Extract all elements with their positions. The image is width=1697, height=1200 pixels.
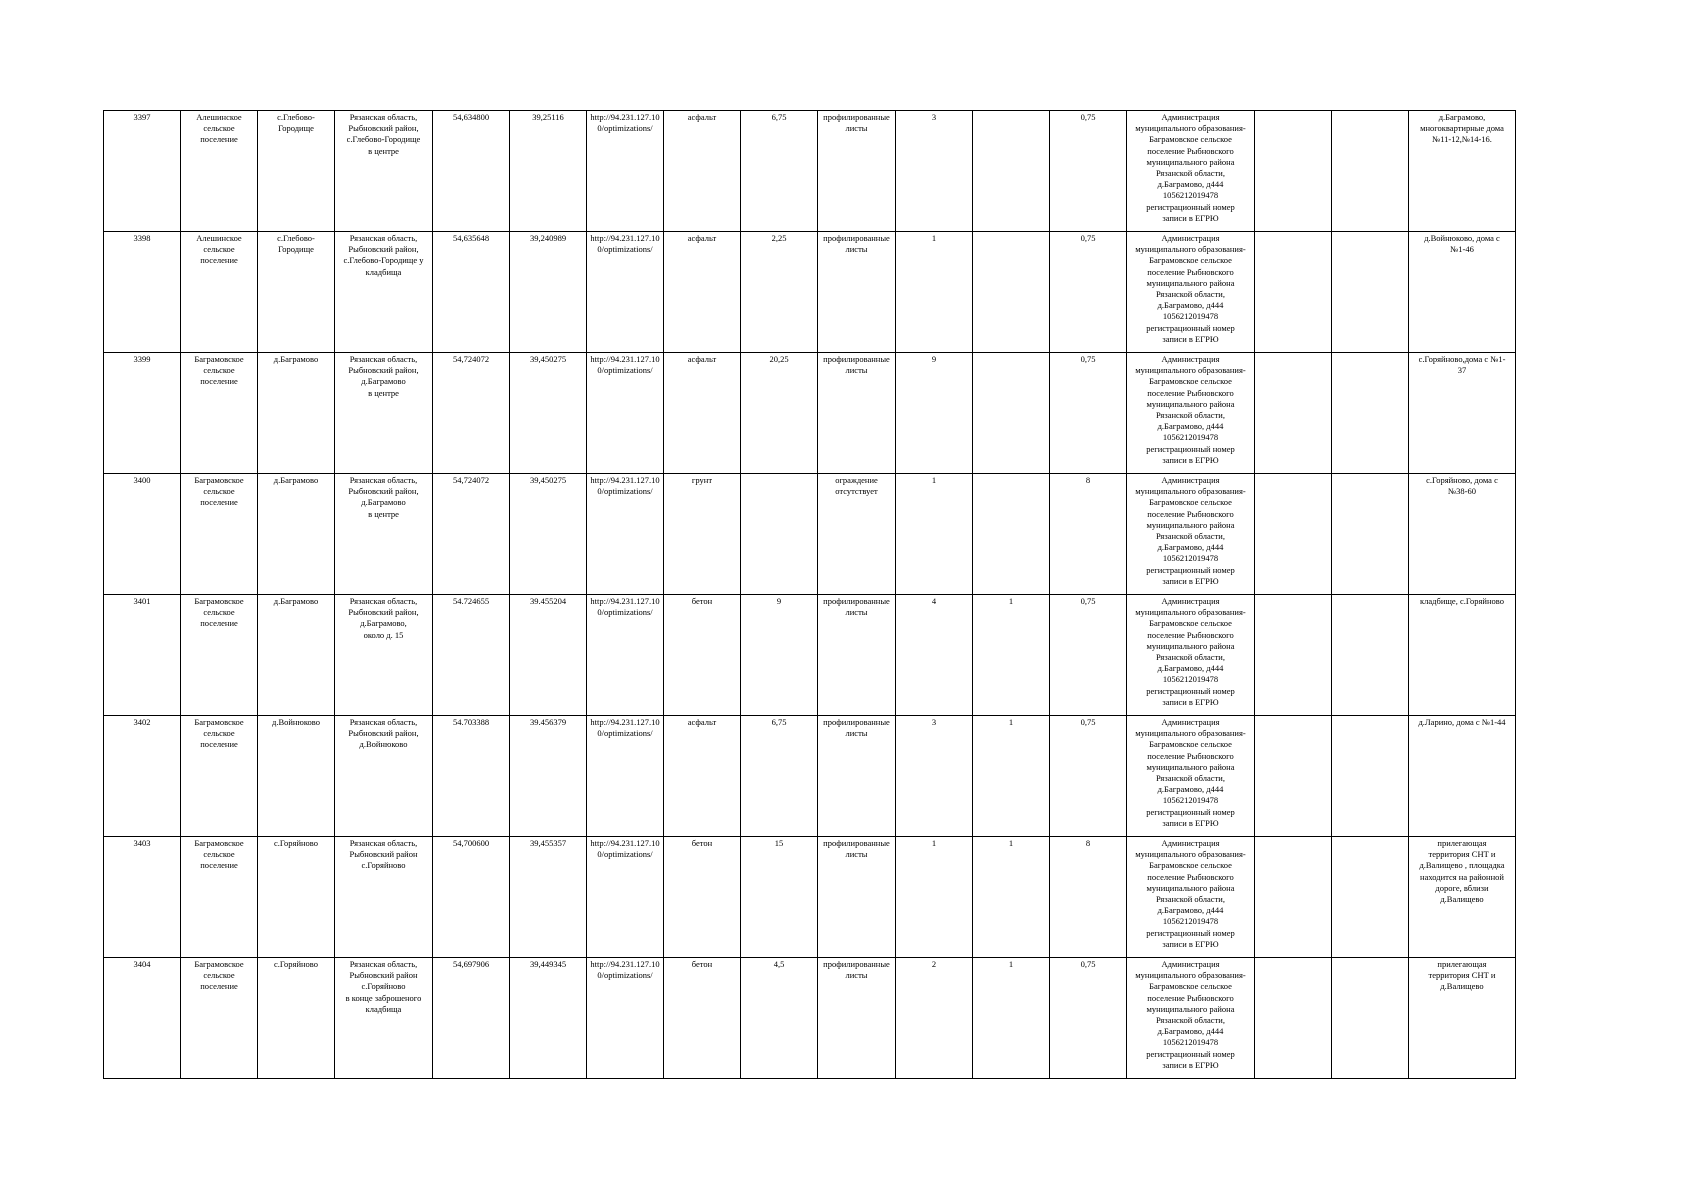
extra-cell-b xyxy=(1332,232,1409,353)
surface-cell: бетон xyxy=(664,837,741,958)
sources-cell: кладбище, с.Горяйново xyxy=(1409,595,1516,716)
fence-cell: профилированные листы xyxy=(818,232,896,353)
address-cell: Рязанская область, Рыбновский район с.Горяйново в конце заброшеного кладбища xyxy=(335,958,433,1079)
volume-cell: 0,75 xyxy=(1050,232,1127,353)
containers-planned-cell: 1 xyxy=(973,595,1050,716)
containers-count-cell: 1 xyxy=(896,474,973,595)
volume-cell: 0,75 xyxy=(1050,111,1127,232)
longitude-cell: 39,455357 xyxy=(510,837,587,958)
extra-cell-a xyxy=(1255,111,1332,232)
address-cell: Рязанская область, Рыбновский район, с.Глебово-Городище у кладбища xyxy=(335,232,433,353)
surface-cell: асфальт xyxy=(664,716,741,837)
row-number-cell: 3401 xyxy=(104,595,181,716)
volume-cell: 0,75 xyxy=(1050,958,1127,1079)
longitude-cell: 39,25116 xyxy=(510,111,587,232)
extra-cell-b xyxy=(1332,111,1409,232)
locality-cell: д.Войнюково xyxy=(258,716,335,837)
table-body xyxy=(104,111,1516,1079)
row-number-cell: 3404 xyxy=(104,958,181,1079)
sources-cell: д.Войнюково, дома с №1-46 xyxy=(1409,232,1516,353)
settlement-cell: Баграмовское сельское поселение xyxy=(181,595,258,716)
containers-count-cell: 3 xyxy=(896,111,973,232)
containers-planned-cell xyxy=(973,474,1050,595)
link-cell: http://94.231.127.10 0/optimizations/ xyxy=(587,595,664,716)
link-cell: http://94.231.127.10 0/optimizations/ xyxy=(587,837,664,958)
locality-cell: д.Баграмово xyxy=(258,595,335,716)
table-row xyxy=(104,595,1516,716)
extra-cell-b xyxy=(1332,595,1409,716)
waste-sites-table xyxy=(103,110,1516,1079)
extra-cell-b xyxy=(1332,716,1409,837)
containers-planned-cell xyxy=(973,232,1050,353)
longitude-cell: 39,240989 xyxy=(510,232,587,353)
address-cell: Рязанская область, Рыбновский район с.Горяйново xyxy=(335,837,433,958)
surface-cell: асфальт xyxy=(664,353,741,474)
link-cell: http://94.231.127.10 0/optimizations/ xyxy=(587,716,664,837)
fence-cell: профилированные листы xyxy=(818,111,896,232)
surface-cell: бетон xyxy=(664,595,741,716)
row-number-cell: 3402 xyxy=(104,716,181,837)
sources-cell: с.Горяйново, дома с №38-60 xyxy=(1409,474,1516,595)
table-row xyxy=(104,958,1516,1079)
settlement-cell: Баграмовское сельское поселение xyxy=(181,353,258,474)
owner-cell: Администрация муниципального образования- Баграмовское сельское поселение Рыбновского муниципального района Рязанской области, д.Баграмово, д444 1056212019478 регистрационный номер записи в ЕГРЮ xyxy=(1127,353,1255,474)
settlement-cell: Баграмовское сельское поселение xyxy=(181,837,258,958)
link-cell: http://94.231.127.10 0/optimizations/ xyxy=(587,111,664,232)
extra-cell-b xyxy=(1332,837,1409,958)
table-row xyxy=(104,111,1516,232)
latitude-cell: 54.724655 xyxy=(433,595,510,716)
containers-planned-cell xyxy=(973,353,1050,474)
containers-count-cell: 4 xyxy=(896,595,973,716)
row-number-cell: 3399 xyxy=(104,353,181,474)
latitude-cell: 54,724072 xyxy=(433,474,510,595)
table-row xyxy=(104,837,1516,958)
link-cell: http://94.231.127.10 0/optimizations/ xyxy=(587,353,664,474)
owner-cell: Администрация муниципального образования- Баграмовское сельское поселение Рыбновского муниципального района Рязанской области, д.Баграмово, д444 1056212019478 регистрационный номер записи в ЕГРЮ xyxy=(1127,716,1255,837)
owner-cell: Администрация муниципального образования- Баграмовское сельское поселение Рыбновского муниципального района Рязанской области, д.Баграмово, д444 1056212019478 регистрационный номер записи в ЕГРЮ xyxy=(1127,595,1255,716)
extra-cell-a xyxy=(1255,837,1332,958)
row-number-cell: 3398 xyxy=(104,232,181,353)
row-number-cell: 3400 xyxy=(104,474,181,595)
extra-cell-a xyxy=(1255,353,1332,474)
area-cell: 15 xyxy=(741,837,818,958)
fence-cell: профилированные листы xyxy=(818,353,896,474)
sources-cell: с.Горяйново,дома с №1- 37 xyxy=(1409,353,1516,474)
address-cell: Рязанская область, Рыбновский район, д.Баграмово в центре xyxy=(335,353,433,474)
containers-planned-cell: 1 xyxy=(973,958,1050,1079)
locality-cell: с.Горяйново xyxy=(258,837,335,958)
latitude-cell: 54.703388 xyxy=(433,716,510,837)
latitude-cell: 54,700600 xyxy=(433,837,510,958)
owner-cell: Администрация муниципального образования- Баграмовское сельское поселение Рыбновского муниципального района Рязанской области, д.Баграмово, д444 1056212019478 регистрационный номер записи в ЕГРЮ xyxy=(1127,232,1255,353)
volume-cell: 0,75 xyxy=(1050,595,1127,716)
owner-cell: Администрация муниципального образования- Баграмовское сельское поселение Рыбновского муниципального района Рязанской области, д.Баграмово, д444 1056212019478 регистрационный номер записи в ЕГРЮ xyxy=(1127,958,1255,1079)
volume-cell: 0,75 xyxy=(1050,353,1127,474)
fence-cell: профилированные листы xyxy=(818,595,896,716)
settlement-cell: Алешинское сельское поселение xyxy=(181,232,258,353)
row-number-cell: 3403 xyxy=(104,837,181,958)
owner-cell: Администрация муниципального образования- Баграмовское сельское поселение Рыбновского муниципального района Рязанской области, д.Баграмово, д444 1056212019478 регистрационный номер записи в ЕГРЮ xyxy=(1127,474,1255,595)
longitude-cell: 39.456379 xyxy=(510,716,587,837)
sources-cell: прилегающая территория СНТ и д.Валищево xyxy=(1409,958,1516,1079)
containers-count-cell: 1 xyxy=(896,232,973,353)
volume-cell: 8 xyxy=(1050,837,1127,958)
settlement-cell: Баграмовское сельское поселение xyxy=(181,474,258,595)
area-cell: 6,75 xyxy=(741,111,818,232)
area-cell xyxy=(741,474,818,595)
latitude-cell: 54,634800 xyxy=(433,111,510,232)
extra-cell-a xyxy=(1255,474,1332,595)
link-cell: http://94.231.127.10 0/optimizations/ xyxy=(587,232,664,353)
fence-cell: профилированные листы xyxy=(818,716,896,837)
sources-cell: д.Баграмово, многоквартирные дома №11-12,№14-16. xyxy=(1409,111,1516,232)
row-number-cell: 3397 xyxy=(104,111,181,232)
containers-planned-cell xyxy=(973,111,1050,232)
owner-cell: Администрация муниципального образования- Баграмовское сельское поселение Рыбновского муниципального района Рязанской области, д.Баграмово, д444 1056212019478 регистрационный номер записи в ЕГРЮ xyxy=(1127,837,1255,958)
settlement-cell: Баграмовское сельское поселение xyxy=(181,958,258,1079)
extra-cell-b xyxy=(1332,958,1409,1079)
extra-cell-a xyxy=(1255,716,1332,837)
containers-count-cell: 9 xyxy=(896,353,973,474)
surface-cell: асфальт xyxy=(664,232,741,353)
extra-cell-b xyxy=(1332,474,1409,595)
fence-cell: ограждение отсутствует xyxy=(818,474,896,595)
settlement-cell: Баграмовское сельское поселение xyxy=(181,716,258,837)
owner-cell: Администрация муниципального образования- Баграмовское сельское поселение Рыбновского муниципального района Рязанской области, д.Баграмово, д444 1056212019478 регистрационный номер записи в ЕГРЮ xyxy=(1127,111,1255,232)
surface-cell: грунт xyxy=(664,474,741,595)
link-cell: http://94.231.127.10 0/optimizations/ xyxy=(587,474,664,595)
locality-cell: с.Глебово- Городище xyxy=(258,232,335,353)
longitude-cell: 39,450275 xyxy=(510,474,587,595)
locality-cell: д.Баграмово xyxy=(258,353,335,474)
address-cell: Рязанская область, Рыбновский район, д.Войнюково xyxy=(335,716,433,837)
link-cell: http://94.231.127.10 0/optimizations/ xyxy=(587,958,664,1079)
address-cell: Рязанская область, Рыбновский район, д.Баграмово в центре xyxy=(335,474,433,595)
table-row xyxy=(104,716,1516,837)
address-cell: Рязанская область, Рыбновский район, д.Баграмово, около д. 15 xyxy=(335,595,433,716)
extra-cell-a xyxy=(1255,232,1332,353)
area-cell: 20,25 xyxy=(741,353,818,474)
extra-cell-a xyxy=(1255,595,1332,716)
containers-planned-cell: 1 xyxy=(973,837,1050,958)
sources-cell: д.Ларино, дома с №1-44 xyxy=(1409,716,1516,837)
volume-cell: 8 xyxy=(1050,474,1127,595)
latitude-cell: 54,724072 xyxy=(433,353,510,474)
latitude-cell: 54,635648 xyxy=(433,232,510,353)
containers-count-cell: 2 xyxy=(896,958,973,1079)
longitude-cell: 39.455204 xyxy=(510,595,587,716)
settlement-cell: Алешинское сельское поселение xyxy=(181,111,258,232)
area-cell: 2,25 xyxy=(741,232,818,353)
table-row xyxy=(104,353,1516,474)
volume-cell: 0,75 xyxy=(1050,716,1127,837)
table-row xyxy=(104,474,1516,595)
fence-cell: профилированные листы xyxy=(818,837,896,958)
extra-cell-b xyxy=(1332,353,1409,474)
longitude-cell: 39,449345 xyxy=(510,958,587,1079)
surface-cell: асфальт xyxy=(664,111,741,232)
latitude-cell: 54,697906 xyxy=(433,958,510,1079)
containers-planned-cell: 1 xyxy=(973,716,1050,837)
surface-cell: бетон xyxy=(664,958,741,1079)
locality-cell: с.Глебово- Городище xyxy=(258,111,335,232)
extra-cell-a xyxy=(1255,958,1332,1079)
table-row xyxy=(104,232,1516,353)
area-cell: 6,75 xyxy=(741,716,818,837)
locality-cell: д.Баграмово xyxy=(258,474,335,595)
sources-cell: прилегающая территория СНТ и д.Валищево , площадка находится на районной дороге, вблизи д.Валищево xyxy=(1409,837,1516,958)
locality-cell: с.Горяйново xyxy=(258,958,335,1079)
area-cell: 9 xyxy=(741,595,818,716)
area-cell: 4,5 xyxy=(741,958,818,1079)
longitude-cell: 39,450275 xyxy=(510,353,587,474)
containers-count-cell: 1 xyxy=(896,837,973,958)
fence-cell: профилированные листы xyxy=(818,958,896,1079)
containers-count-cell: 3 xyxy=(896,716,973,837)
address-cell: Рязанская область, Рыбновский район, с.Глебово-Городище в центре xyxy=(335,111,433,232)
